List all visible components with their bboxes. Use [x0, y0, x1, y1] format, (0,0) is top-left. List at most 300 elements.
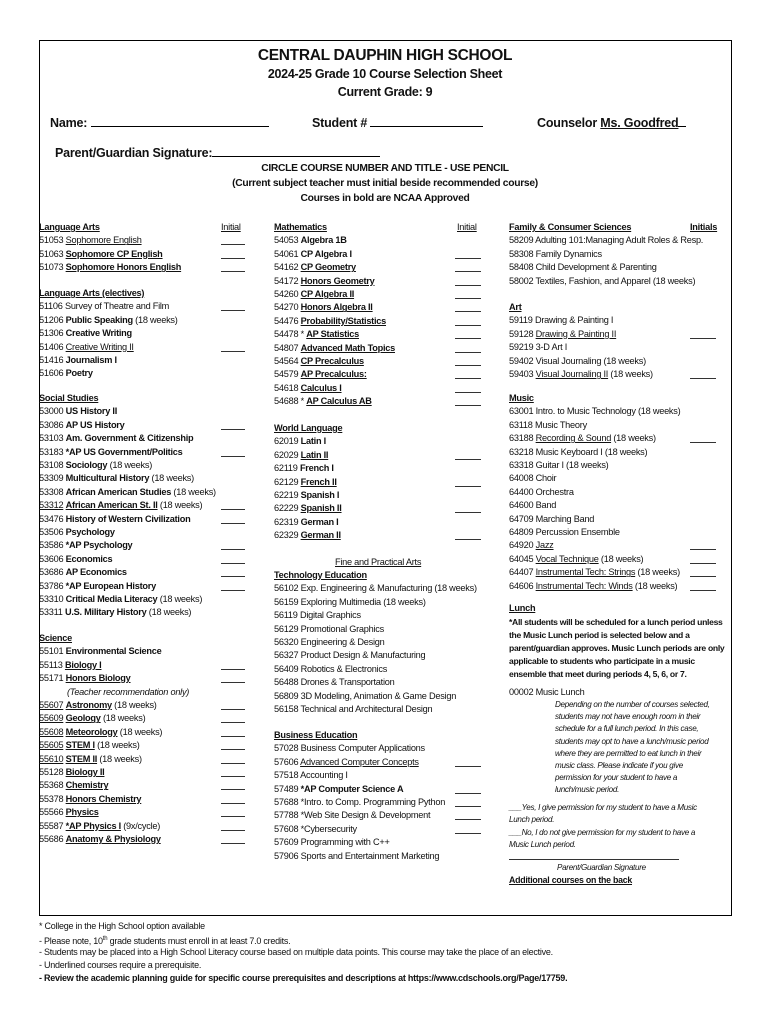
course-title: CP Precalculus: [300, 356, 364, 366]
course-row-bus-57608[interactable]: [274, 823, 357, 836]
course-row-tech-56129[interactable]: [274, 623, 384, 636]
course-row-la-51073[interactable]: [39, 261, 181, 274]
course-title: Sophomore English: [65, 235, 142, 246]
course-title: CP Algebra II: [300, 289, 355, 299]
lunch-explanation-line: music class. Please indicate if you give: [555, 761, 683, 770]
course-duration: (18 weeks): [117, 726, 163, 737]
course-code: 51073: [39, 262, 64, 273]
course-row-math-54172[interactable]: [274, 275, 374, 288]
math-initial-line[interactable]: [455, 298, 481, 299]
wl-initial-line[interactable]: [455, 486, 481, 487]
ss-initial-line[interactable]: [221, 549, 245, 550]
sci-initial-line[interactable]: [221, 803, 245, 804]
course-code: 57028: [274, 743, 299, 754]
course-title: Exp. Engineering & Manufacturing (18 weeks): [300, 583, 477, 594]
lunch-yes-option[interactable]: ___Yes, I give permission for my student to have a Music: [509, 803, 697, 812]
course-row-wl-62319[interactable]: [274, 516, 338, 529]
course-row-tech-56158[interactable]: [274, 703, 432, 716]
music-initial-line[interactable]: [690, 442, 716, 443]
course-code: 62119: [274, 463, 298, 474]
course-title: Poetry: [65, 368, 93, 379]
course-title: Marching Band: [535, 513, 595, 524]
course-row-la-51063[interactable]: [39, 248, 163, 261]
course-row-sci-55368[interactable]: [39, 779, 108, 792]
course-title: French II: [300, 476, 337, 487]
course-title: CP Algebra I: [300, 248, 352, 259]
course-title: Exploring Multimedia (18 weeks): [300, 596, 426, 607]
course-row-sci-55128[interactable]: [39, 766, 104, 779]
course-title: Astronomy: [65, 700, 112, 710]
footer-literacy-note: - Students may be placed into a High School Literacy course based on multiple data points. This course may take the place of an elective.: [39, 947, 553, 957]
art-initial-line[interactable]: [690, 338, 716, 339]
course-row-ss-53312[interactable]: [39, 499, 202, 512]
course-title: Sophomore CP English: [65, 248, 163, 259]
course-row-bus-57606[interactable]: [274, 756, 419, 769]
course-row-tech-56327[interactable]: [274, 649, 425, 662]
course-duration: (18 weeks): [149, 473, 194, 484]
course-row-wl-62029[interactable]: [274, 449, 328, 462]
sci-initial-line[interactable]: [221, 749, 245, 750]
course-row-tech-56409[interactable]: [274, 663, 387, 676]
course-code: 51406: [39, 341, 64, 352]
course-duration: (18 weeks): [132, 314, 178, 325]
course-code: 56320: [274, 637, 299, 647]
course-code: 55378: [39, 793, 64, 804]
course-row-music-64045[interactable]: [509, 553, 643, 566]
course-title: Honors Chemistry: [65, 793, 142, 804]
course-code: 58408: [509, 262, 534, 273]
course-row-bus-57609[interactable]: [274, 836, 390, 849]
la-initial-line[interactable]: [221, 244, 245, 245]
course-row-music-63001[interactable]: [509, 405, 680, 418]
course-code: 56409: [274, 663, 299, 674]
course-code: 54478 *: [274, 329, 304, 340]
course-row-bus-57688[interactable]: [274, 796, 445, 809]
math-initial-line[interactable]: [455, 325, 481, 326]
math-initial-line[interactable]: [455, 285, 481, 286]
course-row-ss-53686[interactable]: [39, 566, 127, 579]
lunch-explanation-line: students may not have enough room in their: [555, 712, 701, 722]
course-code: 56809: [274, 690, 299, 701]
course-title: Recording & Sound: [535, 433, 612, 444]
course-title: Public Speaking: [65, 314, 133, 325]
course-row-la-elective-51106[interactable]: [39, 300, 169, 313]
course-row-math-54564[interactable]: [274, 355, 364, 368]
la-initial-line[interactable]: [221, 271, 245, 272]
course-title: Choir: [535, 473, 557, 484]
course-title: Technical and Architectural Design: [300, 704, 433, 714]
art-initial-line[interactable]: [690, 378, 716, 379]
course-row-math-54579[interactable]: [274, 368, 367, 381]
course-row-math-54162[interactable]: [274, 261, 356, 274]
course-code: 54270: [274, 302, 299, 313]
course-row-music-64920[interactable]: [509, 539, 554, 552]
instruction-ncaa: Courses in bold are NCAA Approved: [300, 193, 470, 204]
course-title: Instrumental Tech: Strings: [535, 567, 636, 578]
course-row-ss-53309[interactable]: [39, 472, 194, 485]
course-row-sci-note[interactable]: [67, 686, 189, 699]
bus-initial-line[interactable]: [455, 819, 481, 820]
course-title: Spanish II: [300, 503, 342, 514]
sci-initial-line[interactable]: [221, 682, 245, 683]
bus-initial-line[interactable]: [455, 793, 481, 794]
course-row-math-54476[interactable]: [274, 315, 386, 328]
course-row-tech-56809[interactable]: [274, 690, 456, 703]
sci-initial-line[interactable]: [221, 776, 245, 777]
course-row-ss-53108[interactable]: [39, 459, 152, 472]
sci-initial-line[interactable]: [221, 722, 245, 723]
course-title: *Web Site Design & Development: [300, 810, 431, 821]
course-duration: (18 weeks): [111, 700, 157, 710]
sci-heading: Science: [39, 633, 72, 643]
course-row-fcs-58002[interactable]: [509, 275, 695, 288]
course-row-sci-55171[interactable]: [39, 672, 131, 685]
sci-initial-line[interactable]: [221, 763, 245, 764]
course-row-la-elective-51306[interactable]: [39, 327, 132, 340]
course-row-tech-56320[interactable]: [274, 636, 385, 649]
course-row-music-63118[interactable]: [509, 419, 587, 432]
course-row-sci-55608[interactable]: [39, 726, 162, 739]
course-title: Journalism I: [65, 355, 117, 365]
course-code: 62019: [274, 436, 299, 447]
course-title: *AP Computer Science A: [300, 783, 404, 794]
course-title: Sociology: [65, 460, 108, 470]
course-row-sci-55609[interactable]: [39, 712, 145, 725]
course-row-ss-53086[interactable]: [39, 419, 125, 432]
course-code: 62229: [274, 503, 299, 514]
bus-initial-line[interactable]: [455, 806, 481, 807]
course-row-ss-53183[interactable]: [39, 446, 183, 459]
sci-initial-line[interactable]: [221, 816, 245, 817]
sci-initial-line[interactable]: [221, 669, 245, 670]
course-code: 56158: [274, 704, 299, 714]
course-title: French I: [299, 463, 334, 474]
course-row-bus-57906[interactable]: [274, 850, 439, 863]
course-title: Honors Biology: [65, 673, 131, 684]
la-elective-initial-line[interactable]: [221, 351, 245, 352]
course-row-fcs-58408[interactable]: [509, 261, 657, 274]
course-row-sci-55378[interactable]: [39, 793, 141, 806]
course-title: Sophomore Honors English: [65, 262, 182, 273]
la-elective-initial-line[interactable]: [221, 310, 245, 311]
course-code: 51416: [39, 355, 64, 365]
course-title: Advanced Computer Concepts: [300, 756, 419, 767]
course-code: 63118: [509, 419, 533, 430]
course-row-wl-62119[interactable]: [274, 462, 334, 475]
course-row-art-59402[interactable]: [509, 355, 646, 368]
course-row-ss-53311[interactable]: [39, 606, 191, 619]
course-code: 62129: [274, 476, 299, 487]
lunch-explanation-line: schedule for a full lunch period. In this case,: [555, 724, 699, 734]
ss-initial-line[interactable]: [221, 509, 245, 510]
course-row-music-64008[interactable]: [509, 472, 556, 485]
signature-label: Parent/Guardian Signature:: [55, 146, 213, 160]
music-initial-line[interactable]: [690, 563, 716, 564]
lunch-explanation-line: permission for your student to have a: [555, 773, 678, 783]
course-row-wl-62219[interactable]: [274, 489, 339, 502]
course-row-ss-53103[interactable]: [39, 432, 193, 445]
course-code: 55607: [39, 700, 64, 710]
course-title: Meteorology: [65, 726, 118, 737]
course-row-ss-53586[interactable]: [39, 539, 132, 552]
course-duration: (18 weeks): [157, 500, 203, 511]
course-row-art-59219[interactable]: [509, 341, 567, 354]
course-code: 63001: [509, 406, 534, 417]
ss-initial-line[interactable]: [221, 576, 245, 577]
lunch-policy-note: *All students will be scheduled for a lunch period unless the Music Lunch period is selected below and a parent/guardian approves. Music Lunch periods are only applicable to students who participate in a music ensemble that meet during periods 4, 5, 6, or 7.: [509, 617, 725, 679]
sci-initial-line[interactable]: [221, 843, 245, 844]
course-row-math-54807[interactable]: [274, 342, 395, 355]
course-row-tech-56488[interactable]: [274, 676, 394, 689]
course-title: Survey of Theatre and Film: [64, 301, 170, 312]
course-row-math-54061[interactable]: [274, 248, 352, 261]
course-code: 63218: [509, 446, 534, 457]
course-row-bus-57489[interactable]: [274, 783, 403, 796]
course-row-ss-53786[interactable]: [39, 580, 156, 593]
course-title: Latin I: [300, 436, 326, 447]
course-code: 57608: [274, 823, 299, 834]
course-row-sci-55566[interactable]: [39, 806, 99, 819]
course-code: 55368: [39, 780, 64, 791]
course-title: US History II: [65, 406, 118, 417]
course-code: 63188: [509, 433, 534, 444]
wl-initial-line[interactable]: [455, 512, 481, 513]
course-row-sci-55587[interactable]: [39, 820, 160, 833]
ss-initial-line[interactable]: [221, 563, 245, 564]
course-code: 64600: [509, 500, 534, 511]
math-initial-line[interactable]: [455, 405, 481, 406]
course-row-math-54053[interactable]: [274, 234, 347, 247]
course-code: 55113: [39, 659, 63, 670]
course-row-sci-55610[interactable]: [39, 753, 142, 766]
course-row-music-64606[interactable]: [509, 580, 677, 593]
course-row-bus-57518[interactable]: [274, 769, 348, 782]
wl-initial-line[interactable]: [455, 539, 481, 540]
course-row-music-63188[interactable]: [509, 432, 656, 445]
course-row-la-elective-51606[interactable]: [39, 367, 93, 380]
sci-initial-line[interactable]: [221, 830, 245, 831]
course-row-ss-53606[interactable]: [39, 553, 112, 566]
course-row-sci-55113[interactable]: [39, 659, 101, 672]
course-row-math-54478[interactable]: [274, 328, 359, 341]
course-code: 62029: [274, 449, 299, 460]
bus-initial-line[interactable]: [455, 833, 481, 834]
course-row-la-51053[interactable]: [39, 234, 142, 247]
wl-heading: World Language: [274, 423, 343, 433]
student-number-input-line[interactable]: [370, 115, 483, 127]
lunch-explanation-line: students may opt to have a lunch/music period: [555, 736, 709, 746]
name-input-line[interactable]: [91, 115, 269, 127]
course-title: STEM II: [65, 753, 98, 764]
course-code: 53606: [39, 553, 64, 564]
course-duration: (18 weeks): [146, 607, 192, 618]
bus-initial-line[interactable]: [455, 766, 481, 767]
course-row-math-54260[interactable]: [274, 288, 354, 301]
lunch-explanation-line: where they are permitted to eat lunch in their: [555, 748, 702, 758]
course-row-wl-62129[interactable]: [274, 476, 337, 489]
sheet-title: 2024-25 Grade 10 Course Selection Sheet: [267, 67, 503, 81]
signature-field[interactable]: [55, 145, 380, 160]
math-initial-line[interactable]: [455, 338, 481, 339]
course-code: 64809: [509, 527, 534, 537]
signature-input-line[interactable]: [212, 145, 380, 157]
course-row-math-54270[interactable]: [274, 301, 373, 314]
course-duration: (18 weeks): [611, 433, 656, 444]
course-row-ss-53310[interactable]: [39, 593, 202, 606]
course-row-la-elective-51416[interactable]: [39, 354, 117, 367]
course-row-fcs-58209[interactable]: [509, 234, 703, 247]
course-code: 53086: [39, 419, 64, 430]
course-row-art-59403[interactable]: [509, 368, 653, 381]
course-row-wl-62019[interactable]: [274, 435, 326, 448]
course-row-fcs-58308[interactable]: [509, 248, 602, 261]
math-initial-line[interactable]: [455, 311, 481, 312]
course-row-music-64600[interactable]: [509, 499, 556, 512]
course-row-math-54618[interactable]: [274, 382, 342, 395]
math-heading: Mathematics: [274, 222, 327, 232]
course-row-sci-55605[interactable]: [39, 739, 140, 752]
math-initial-line[interactable]: [455, 392, 481, 393]
course-title: Music Keyboard I (18 weeks): [535, 446, 648, 457]
course-code: 51206: [39, 314, 64, 325]
course-code: 58308: [509, 248, 534, 259]
music-initial-line[interactable]: [690, 576, 716, 577]
course-title: Honors Algebra II: [300, 302, 373, 313]
counselor-field: [537, 115, 686, 130]
lunch-no-option[interactable]: ___No, I do not give permission for my student to have a: [509, 828, 696, 837]
la-initial-line[interactable]: [221, 258, 245, 259]
math-initial-line[interactable]: [455, 352, 481, 353]
course-row-tech-56102[interactable]: [274, 582, 477, 595]
course-row-music-64809[interactable]: [509, 526, 620, 539]
instruction-initial: (Current subject teacher must initial beside recommended course): [232, 178, 538, 189]
course-row-math-54688[interactable]: [274, 395, 372, 408]
course-code: 62329: [274, 530, 299, 541]
music-lunch-course[interactable]: 00002 Music Lunch: [509, 687, 585, 697]
course-code: 53308: [39, 486, 64, 497]
course-title: *AP Psychology: [65, 540, 133, 551]
course-title: AP Economics: [65, 567, 127, 578]
la-heading: Language Arts: [39, 222, 100, 232]
course-code: 53311: [39, 607, 63, 618]
course-title: *Intro. to Comp. Programming Python: [300, 797, 446, 807]
student-number-label: Student #: [312, 116, 368, 130]
course-duration: (18 weeks): [107, 460, 153, 470]
course-title: Latin II: [300, 449, 329, 460]
course-code: 53103: [39, 433, 64, 444]
course-title: Jazz: [535, 540, 554, 551]
math-initial-line[interactable]: [455, 365, 481, 366]
ss-initial-line[interactable]: [221, 590, 245, 591]
lunch-signature-line[interactable]: [509, 859, 679, 860]
course-row-ss-53000[interactable]: [39, 405, 117, 418]
course-duration: (18 weeks): [635, 567, 680, 578]
course-row-ss-53308[interactable]: [39, 486, 216, 499]
course-row-sci-55101[interactable]: [39, 645, 161, 658]
course-row-music-63218[interactable]: [509, 446, 647, 459]
course-title: Promotional Graphics: [300, 623, 384, 634]
course-code: 54579: [274, 369, 299, 380]
course-code: 51306: [39, 328, 64, 339]
course-row-tech-56119[interactable]: [274, 609, 361, 622]
course-code: 63318: [509, 460, 534, 470]
course-row-sci-55686[interactable]: [39, 833, 161, 846]
course-row-ss-53476[interactable]: [39, 513, 190, 526]
math-initial-line[interactable]: [455, 378, 481, 379]
course-row-wl-62229[interactable]: [274, 502, 342, 515]
art-heading: Art: [509, 302, 522, 312]
course-code: 62219: [274, 490, 299, 500]
course-code: 53312: [39, 500, 64, 511]
course-title: Music Theory: [534, 419, 587, 430]
course-title: Orchestra: [535, 486, 574, 497]
course-code: 59219: [509, 342, 534, 353]
course-code: 64045: [509, 553, 534, 564]
course-row-la-elective-51206[interactable]: [39, 314, 178, 327]
course-code: 53183: [39, 446, 64, 457]
math-initial-line[interactable]: [455, 271, 481, 272]
course-title: Psychology: [65, 527, 115, 537]
student-number-field[interactable]: [312, 115, 483, 130]
course-code: 55610: [39, 753, 64, 764]
course-code: 64709: [509, 513, 534, 524]
course-code: 54162: [274, 262, 299, 273]
col1-initial-header: Initial: [221, 222, 241, 232]
music-initial-line[interactable]: [690, 590, 716, 591]
course-row-la-elective-51406[interactable]: [39, 341, 134, 354]
wl-initial-line[interactable]: [455, 459, 481, 460]
music-initial-line[interactable]: [690, 549, 716, 550]
sci-initial-line[interactable]: [221, 709, 245, 710]
course-code: 54618: [274, 382, 299, 393]
course-title: Programming with C++: [300, 837, 390, 848]
course-row-wl-62329[interactable]: [274, 529, 341, 542]
course-code: 64400: [509, 486, 534, 497]
course-code: 53310: [39, 594, 64, 604]
footer-prerequisite-note: - Underlined courses require a prerequisite.: [39, 960, 202, 970]
course-title: Environmental Science: [65, 646, 162, 657]
course-row-sci-55607[interactable]: [39, 699, 157, 712]
course-row-music-64400[interactable]: [509, 486, 574, 499]
ss-initial-line[interactable]: [221, 456, 245, 457]
course-title: Creative Writing II: [65, 341, 134, 352]
course-row-art-59119[interactable]: [509, 314, 613, 327]
course-title: (Teacher recommendation only): [67, 686, 190, 697]
course-title: African American St. II: [65, 500, 158, 511]
name-field[interactable]: [50, 115, 269, 130]
course-row-music-64407[interactable]: [509, 566, 680, 579]
course-code: 55566: [39, 807, 64, 818]
course-row-music-64709[interactable]: [509, 513, 594, 526]
course-code: 57606: [274, 756, 299, 767]
math-initial-line[interactable]: [455, 258, 481, 259]
course-row-tech-56159[interactable]: [274, 596, 426, 609]
sci-initial-line[interactable]: [221, 789, 245, 790]
course-title: Textiles, Fashion, and Apparel (18 weeks): [535, 275, 696, 286]
ss-initial-line[interactable]: [221, 523, 245, 524]
course-code: 54564: [274, 356, 299, 366]
course-title: Am. Government & Citizenship: [65, 433, 194, 444]
course-row-bus-57028[interactable]: [274, 742, 425, 755]
ss-initial-line[interactable]: [221, 429, 245, 430]
course-row-bus-57788[interactable]: [274, 809, 430, 822]
course-title: Family Dynamics: [535, 248, 602, 259]
course-row-art-59128[interactable]: [509, 328, 616, 341]
course-row-ss-53506[interactable]: [39, 526, 115, 539]
sci-initial-line[interactable]: [221, 736, 245, 737]
course-row-music-63318[interactable]: [509, 459, 608, 472]
course-code: 53686: [39, 567, 64, 578]
